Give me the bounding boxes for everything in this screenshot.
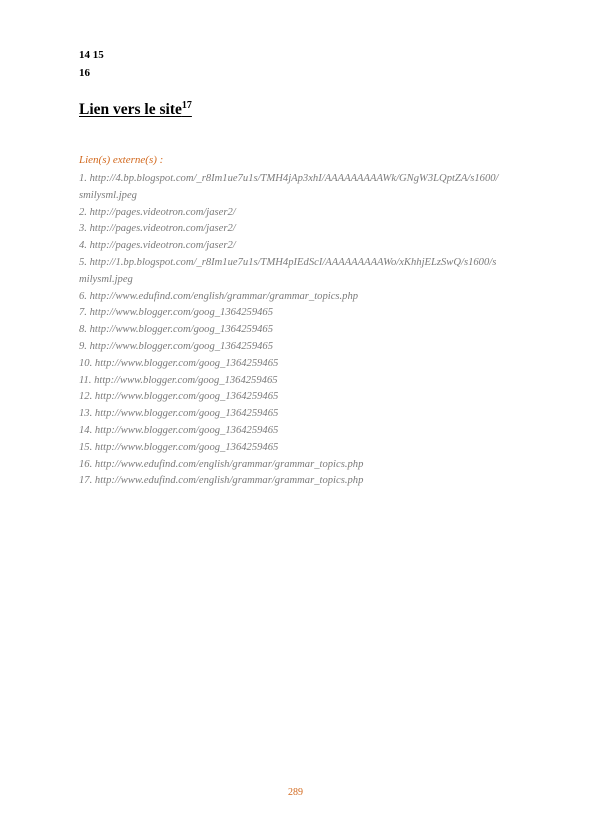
external-link-item[interactable]: 2. http://pages.videotron.com/jaser2/ (79, 206, 236, 218)
footnote-ref-line-1: 14 15 (79, 49, 104, 61)
external-link-item[interactable]: 6. http://www.edufind.com/english/grammar/grammar_topics.php (79, 290, 359, 302)
external-links-label: Lien(s) externe(s) : (79, 154, 164, 166)
external-link-item[interactable]: 13. http://www.blogger.com/goog_1364259465 (79, 408, 279, 420)
external-link-item[interactable]: 11. http://www.blogger.com/goog_1364259465 (79, 374, 278, 386)
external-link-item[interactable]: 17. http://www.edufind.com/english/grammar/grammar_topics.php (79, 475, 364, 487)
external-link-item[interactable]: 12. http://www.blogger.com/goog_1364259465 (79, 391, 279, 403)
external-link-item[interactable]: 10. http://www.blogger.com/goog_1364259465 (79, 357, 279, 369)
external-link-item[interactable]: 7. http://www.blogger.com/goog_1364259465 (79, 307, 274, 319)
footnote-references (79, 46, 104, 82)
external-link-item[interactable]: 15. http://www.blogger.com/goog_1364259465 (79, 441, 279, 453)
footnote-ref-line-2: 16 (79, 67, 90, 79)
external-link-item[interactable]: 14. http://www.blogger.com/goog_1364259465 (79, 424, 279, 436)
external-link-item[interactable]: 5. http://1.bp.blogspot.com/_r8Im1ue7u1s/TMH4pIEdScI/AAAAAAAAAWo/xKhhjELzSwQ/s1600/smilysml.jpeg (79, 256, 497, 285)
external-link-item[interactable]: 3. http://pages.videotron.com/jaser2/ (79, 223, 236, 235)
external-links-list (79, 171, 499, 490)
external-link-item[interactable]: 9. http://www.blogger.com/goog_1364259465 (79, 340, 274, 352)
section-heading (79, 101, 192, 119)
external-link-item[interactable]: 16. http://www.edufind.com/english/grammar/grammar_topics.php (79, 458, 364, 470)
external-link-item[interactable]: 4. http://pages.videotron.com/jaser2/ (79, 240, 236, 252)
external-link-item[interactable]: 1. http://4.bp.blogspot.com/_r8Im1ue7u1s/TMH4jAp3xhI/AAAAAAAAAWk/GNgW3LQptZA/s1600/smilysml.jpeg (79, 173, 499, 201)
heading-text: Lien vers le site (79, 101, 182, 118)
heading-footnote-mark: 17 (181, 99, 192, 111)
page-number: 289 (288, 787, 303, 798)
external-link-item[interactable]: 8. http://www.blogger.com/goog_1364259465 (79, 324, 274, 336)
